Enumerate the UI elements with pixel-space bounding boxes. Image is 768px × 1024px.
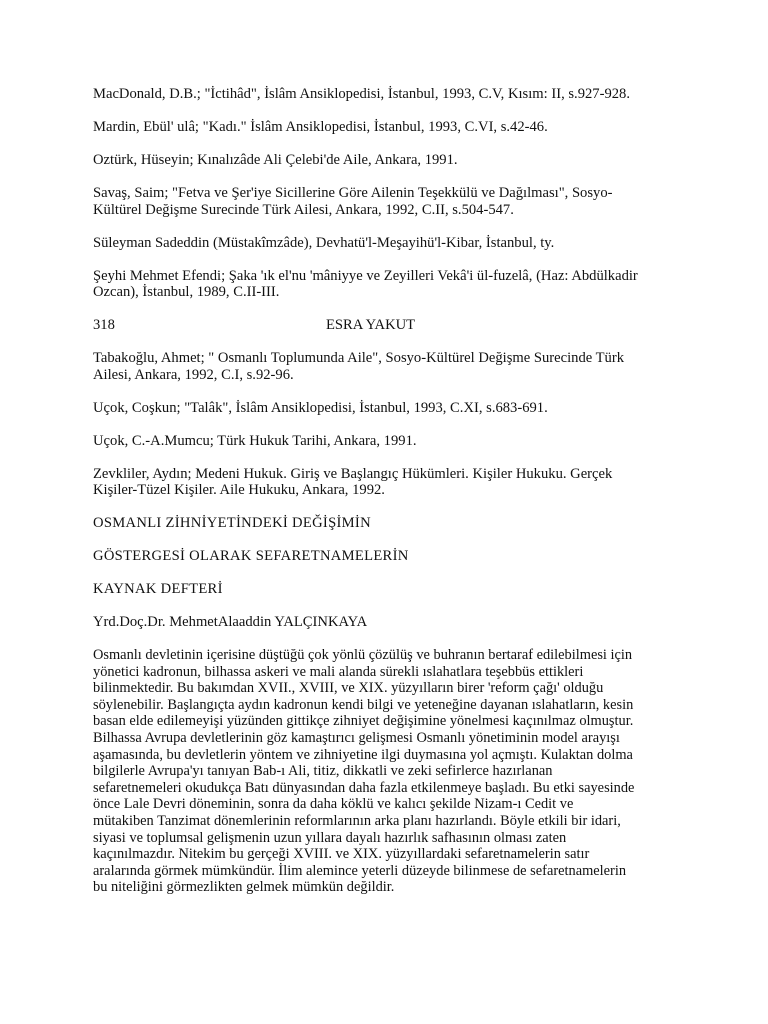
running-header bbox=[93, 317, 668, 334]
reference-entry: Süleyman Sadeddin (Müstakîmzâde), Devhatü'l-Meşayihü'l-Kibar, İstanbul, ty. bbox=[93, 234, 555, 251]
reference-entry: Uçok, C.-A.Mumcu; Türk Hukuk Tarihi, Ankara, 1991. bbox=[93, 432, 417, 449]
reference-entry: Uçok, Coşkun; "Talâk", İslâm Ansiklopedisi, İstanbul, 1993, C.XI, s.683-691. bbox=[93, 399, 548, 416]
reference-entry: Şeyhi Mehmet Efendi; Şaka 'ık el'nu 'mâniyye ve Zeyilleri Vekâ'i ül-fuzelâ, (Haz: Abdülkadir Ozcan), İstanbul, 1989, C.II-III. bbox=[93, 267, 638, 300]
reference-entry: Oztürk, Hüseyin; Kınalızâde Ali Çelebi'de Aile, Ankara, 1991. bbox=[93, 152, 458, 168]
running-header-author: ESRA YAKUT bbox=[326, 317, 416, 333]
article-title-line: KAYNAK DEFTERİ bbox=[93, 581, 223, 597]
article-body: Osmanlı devletinin içerisine düştüğü çok yönlü çözülüş ve buhranın bertaraf edilebilmesi için yönetici kadronun, bilhassa askeri ve mali alanda sürekli ıslahatlara teşebbüs ettikleri bilinmektedir. Bu bakımdan XVII., XVIII, ve XIX. yüzyılların birer 'reform çağı' olduğu söylenebilir. Başlangıçta aydın kadronun kendi bilgi ve yeteneğine dayanan ıslahatların, kesin basan elde edilemeyişi yüzünden gittikçe zihniyet değişimine yönelmesi kaçınılmaz olmuştur. Bilhassa Avrupa devletlerinin göz kamaştırıcı gelişmesi Osmanlı yönetiminin model arayışı aşamasında, bu devletlerin yöntem ve zihniyetine ilgi duymasına yol açmıştı. Kulaktan dolma bilgilerle Avrupa'yı tanıyan Bab-ı Ali, titiz, dikkatli ve zeki sefirlerce hazırlanan sefaretnemeleri okudukça Batı dünyasından daha fazla etkilenmeye başladı. Bu etki sayesinde önce Lale Devri döneminin, sonra da daha köklü ve kalıcı şekilde Nizam-ı Cedit ve mütakiben Tanzimat dönemlerinin reformlarının arka planı hazırlandı. Böyle etkili bir idari, siyasi ve toplumsal gelişmenin uzun yıllara dayalı hazırlık safhasının olması zaten kaçınılmazdır. Nitekim bu gerçeği XVIII. ve XIX. yüzyıllardaki sefaretnamelerin satır aralarında görmek mümkündür. İlim alemince yeterli düzeyde bilinmese de sefaretnamelerin bu niteliğini görmezlikten gelmek mümkün değildir. bbox=[93, 647, 635, 896]
reference-entry: Mardin, Ebül' ulâ; "Kadı." İslâm Ansiklopedisi, İstanbul, 1993, C.VI, s.42-46. bbox=[93, 119, 548, 135]
article-title-line: OSMANLI ZİHNİYETİNDEKİ DEĞİŞİMİN bbox=[93, 515, 371, 531]
document-page bbox=[93, 86, 668, 896]
page-number: 318 bbox=[93, 317, 115, 333]
reference-entry: Tabakoğlu, Ahmet; " Osmanlı Toplumunda Aile", Sosyo-Kültürel Değişme Surecinde Türk Ailesi, Ankara, 1992, C.I, s.92-96. bbox=[93, 350, 624, 383]
reference-entry: Zevkliler, Aydın; Medeni Hukuk. Giriş ve Başlangıç Hükümleri. Kişiler Hukuku. Gerçek Kişiler-Tüzel Kişiler. Aile Hukuku, Ankara, 1992. bbox=[93, 465, 613, 498]
article-title-line: GÖSTERGESİ OLARAK SEFARETNAMELERİN bbox=[93, 548, 409, 564]
article-author: Yrd.Doç.Dr. MehmetAlaaddin YALÇINKAYA bbox=[93, 614, 368, 630]
reference-entry: MacDonald, D.B.; "İctihâd", İslâm Ansiklopedisi, İstanbul, 1993, C.V, Kısım: II, s.927-928. bbox=[93, 86, 630, 102]
reference-entry: Savaş, Saim; "Fetva ve Şer'iye Sicillerine Göre Ailenin Teşekkülü ve Dağılması", Sosyo- Kültürel Değişme Surecinde Türk Ailesi, Ankara, 1992, C.II, s.504-547. bbox=[93, 185, 613, 218]
